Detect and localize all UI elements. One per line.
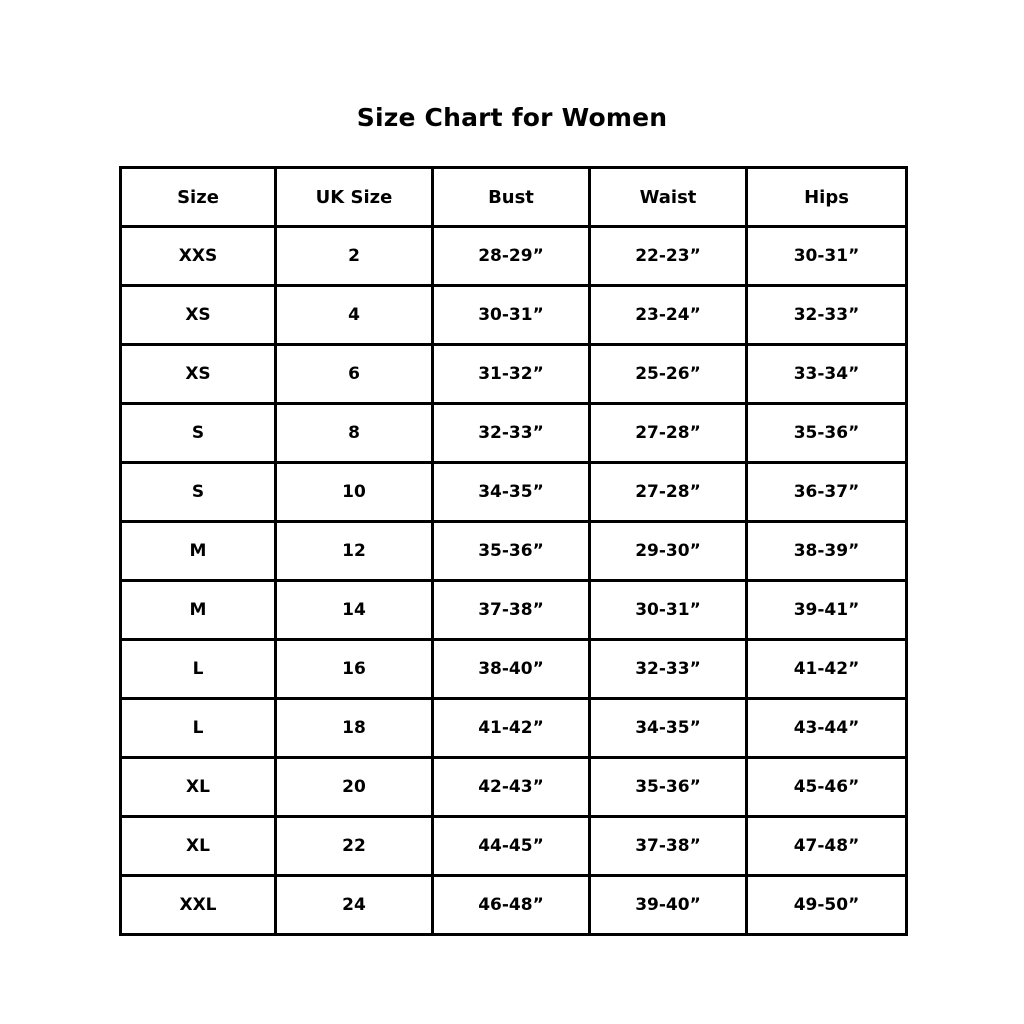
table-cell: 41-42” (433, 699, 590, 758)
table-cell: 2 (276, 227, 433, 286)
table-row (121, 227, 907, 286)
table-cell: 33-34” (747, 345, 907, 404)
table-row (121, 522, 907, 581)
table-cell: L (121, 640, 276, 699)
table-cell: XXS (121, 227, 276, 286)
table-cell: 38-40” (433, 640, 590, 699)
table-row (121, 581, 907, 640)
table-cell: 37-38” (433, 581, 590, 640)
table-row (121, 463, 907, 522)
table-cell: XS (121, 286, 276, 345)
table-cell: 46-48” (433, 876, 590, 935)
table-cell: 35-36” (433, 522, 590, 581)
table-cell: 41-42” (747, 640, 907, 699)
table-cell: 4 (276, 286, 433, 345)
table-cell: 36-37” (747, 463, 907, 522)
table-row (121, 640, 907, 699)
table-cell: S (121, 404, 276, 463)
table-cell: 39-41” (747, 581, 907, 640)
table-row (121, 404, 907, 463)
table-cell: 22-23” (590, 227, 747, 286)
table-row (121, 758, 907, 817)
table-cell: 10 (276, 463, 433, 522)
table-cell: 31-32” (433, 345, 590, 404)
column-header: Size (121, 168, 276, 227)
table-cell: 35-36” (747, 404, 907, 463)
table-cell: 30-31” (747, 227, 907, 286)
table-cell: 32-33” (433, 404, 590, 463)
table-cell: 37-38” (590, 817, 747, 876)
column-header: Bust (433, 168, 590, 227)
table-cell: 34-35” (433, 463, 590, 522)
table-row (121, 699, 907, 758)
table-cell: M (121, 581, 276, 640)
table-cell: 30-31” (433, 286, 590, 345)
column-header: Hips (747, 168, 907, 227)
table-cell: 42-43” (433, 758, 590, 817)
table-cell: 25-26” (590, 345, 747, 404)
table-cell: XL (121, 758, 276, 817)
table-cell: 45-46” (747, 758, 907, 817)
table-cell: 8 (276, 404, 433, 463)
table-cell: 20 (276, 758, 433, 817)
table-cell: 34-35” (590, 699, 747, 758)
table-cell: 39-40” (590, 876, 747, 935)
table-cell: 30-31” (590, 581, 747, 640)
table-row (121, 817, 907, 876)
table-cell: 12 (276, 522, 433, 581)
table-cell: 35-36” (590, 758, 747, 817)
table-cell: 6 (276, 345, 433, 404)
table-cell: 47-48” (747, 817, 907, 876)
table-cell: 38-39” (747, 522, 907, 581)
table-row (121, 876, 907, 935)
table-cell: 23-24” (590, 286, 747, 345)
table-body (121, 227, 907, 935)
table-row (121, 345, 907, 404)
table-cell: 28-29” (433, 227, 590, 286)
table-cell: 49-50” (747, 876, 907, 935)
size-chart-table-wrapper (119, 166, 905, 936)
column-header: UK Size (276, 168, 433, 227)
table-cell: XL (121, 817, 276, 876)
table-header-row (121, 168, 907, 227)
table-cell: 43-44” (747, 699, 907, 758)
table-cell: 16 (276, 640, 433, 699)
table-cell: 14 (276, 581, 433, 640)
table-cell: S (121, 463, 276, 522)
table-cell: 24 (276, 876, 433, 935)
table-cell: 27-28” (590, 463, 747, 522)
size-chart-table (119, 166, 908, 936)
table-cell: 32-33” (590, 640, 747, 699)
table-cell: 29-30” (590, 522, 747, 581)
table-cell: 22 (276, 817, 433, 876)
table-cell: L (121, 699, 276, 758)
table-cell: M (121, 522, 276, 581)
table-cell: 27-28” (590, 404, 747, 463)
table-cell: 18 (276, 699, 433, 758)
table-cell: 44-45” (433, 817, 590, 876)
table-cell: XXL (121, 876, 276, 935)
page-title: Size Chart for Women (356, 103, 668, 132)
column-header: Waist (590, 168, 747, 227)
table-cell: XS (121, 345, 276, 404)
table-header (121, 168, 907, 227)
table-row (121, 286, 907, 345)
table-cell: 32-33” (747, 286, 907, 345)
